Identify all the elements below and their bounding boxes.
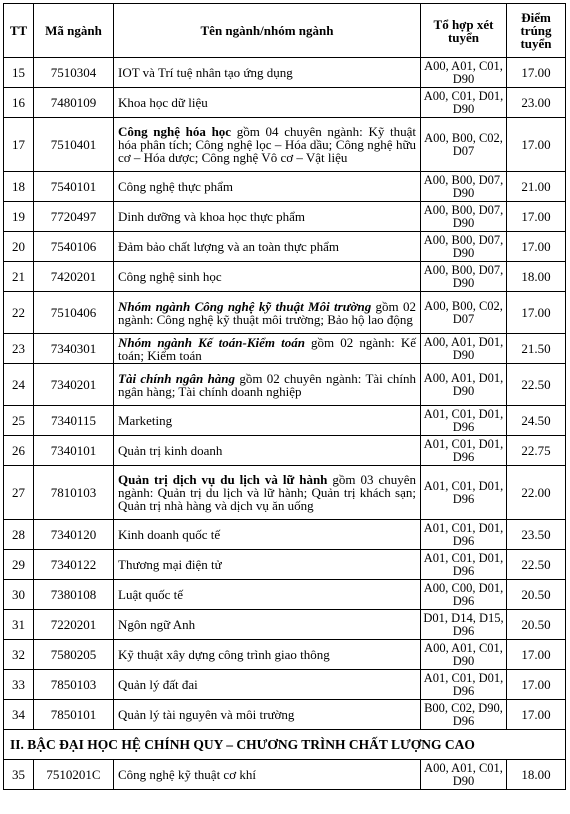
row-code: 7340201 [34, 364, 114, 406]
table-row [4, 172, 566, 202]
row-name [114, 334, 421, 364]
row-score: 17.00 [507, 118, 566, 172]
row-name-emphasis: Tài chính ngân hàng [118, 370, 236, 386]
row-code: 7420201 [34, 262, 114, 292]
row-code: 7510401 [34, 118, 114, 172]
row-name-text: gồm 03 chuyên ngành: Quản trị du lịch và lữ hành; Quản trị khách sạn; Quản trị nhà hàng và dịch vụ ăn uống [118, 472, 416, 513]
table-row [4, 550, 566, 580]
row-combo: A01, C01, D01, D96 [421, 406, 507, 436]
row-name [114, 364, 421, 406]
row-code: 7480109 [34, 88, 114, 118]
row-name-text: IOT và Trí tuệ nhân tạo ứng dụng [118, 65, 293, 80]
row-code: 7540106 [34, 232, 114, 262]
row-name-text: Khoa học dữ liệu [118, 95, 208, 110]
table-row [4, 334, 566, 364]
table-row [4, 700, 566, 730]
row-score: 17.00 [507, 640, 566, 670]
table-body-main [4, 58, 566, 730]
row-score: 22.50 [507, 364, 566, 406]
row-tt: 33 [4, 670, 34, 700]
row-name [114, 436, 421, 466]
row-name [114, 466, 421, 520]
table-row [4, 202, 566, 232]
row-score: 18.00 [507, 262, 566, 292]
row-name-text: Quản lý đất đai [118, 677, 198, 692]
row-name-text: Dinh dưỡng và khoa học thực phẩm [118, 209, 306, 224]
table-body-section [4, 730, 566, 760]
row-name [114, 670, 421, 700]
row-combo: D01, D14, D15, D96 [421, 610, 507, 640]
row-code: 7540101 [34, 172, 114, 202]
row-code: 7510406 [34, 292, 114, 334]
row-code: 7810103 [34, 466, 114, 520]
row-tt: 25 [4, 406, 34, 436]
row-name-text: Kỹ thuật xây dựng công trình giao thông [118, 647, 330, 662]
row-score: 17.00 [507, 58, 566, 88]
row-combo: A00, C01, D01, D90 [421, 88, 507, 118]
row-name-emphasis: Nhóm ngành Kế toán-Kiểm toán [118, 334, 305, 350]
table-row [4, 232, 566, 262]
table-row [4, 760, 566, 790]
row-code: 7580205 [34, 640, 114, 670]
row-tt: 18 [4, 172, 34, 202]
row-tt: 20 [4, 232, 34, 262]
row-name [114, 406, 421, 436]
row-code: 7850101 [34, 700, 114, 730]
row-score: 23.00 [507, 88, 566, 118]
row-name-text: Công nghệ sinh học [118, 269, 222, 284]
row-combo: A00, B00, D07, D90 [421, 202, 507, 232]
row-name-text: Quản trị kinh doanh [118, 443, 223, 458]
row-tt: 21 [4, 262, 34, 292]
row-tt: 23 [4, 334, 34, 364]
row-name-emphasis: Nhóm ngành Công nghệ kỹ thuật Môi trường [118, 298, 372, 314]
row-name [114, 292, 421, 334]
admission-table-container [3, 3, 566, 790]
row-combo: A00, C00, D01, D96 [421, 580, 507, 610]
row-name-emphasis: Quản trị dịch vụ du lịch và lữ hành [118, 472, 328, 487]
row-score: 17.00 [507, 202, 566, 232]
row-code: 7220201 [34, 610, 114, 640]
row-tt: 30 [4, 580, 34, 610]
section-row [4, 730, 566, 760]
row-tt: 17 [4, 118, 34, 172]
table-row [4, 58, 566, 88]
row-name-text: gồm 02 ngành: Công nghệ kỹ thuật môi trường; Bảo hộ lao động [118, 298, 416, 327]
table-body-high-quality [4, 760, 566, 790]
row-code: 7510201C [34, 760, 114, 790]
row-name [114, 232, 421, 262]
row-combo: A01, C01, D01, D96 [421, 670, 507, 700]
row-tt: 22 [4, 292, 34, 334]
row-tt: 32 [4, 640, 34, 670]
row-name [114, 580, 421, 610]
row-name-text: gồm 02 ngành: Kế toán; Kiểm toán [118, 334, 416, 363]
row-name-text: Thương mại điện tử [118, 557, 222, 572]
row-name-text: Quản lý tài nguyên và môi trường [118, 707, 295, 722]
row-score: 17.00 [507, 670, 566, 700]
row-name [114, 640, 421, 670]
row-score: 22.00 [507, 466, 566, 520]
row-name-text: Ngôn ngữ Anh [118, 617, 196, 632]
row-tt: 27 [4, 466, 34, 520]
table-row [4, 262, 566, 292]
row-combo: A00, A01, D01, D90 [421, 334, 507, 364]
row-tt: 26 [4, 436, 34, 466]
row-tt: 31 [4, 610, 34, 640]
row-tt: 24 [4, 364, 34, 406]
row-name [114, 202, 421, 232]
row-combo: A01, C01, D01, D96 [421, 520, 507, 550]
row-name [114, 118, 421, 172]
row-tt: 29 [4, 550, 34, 580]
row-name-text: gồm 02 chuyên ngành: Tài chính ngân hàng; Tài chính doanh nghiệp [118, 370, 416, 399]
row-combo: B00, C02, D90, D96 [421, 700, 507, 730]
header-tt: TT [4, 4, 34, 58]
row-name-text: Công nghệ thực phẩm [118, 179, 234, 194]
row-name [114, 610, 421, 640]
row-tt: 28 [4, 520, 34, 550]
row-combo: A00, B00, D07, D90 [421, 262, 507, 292]
table-row [4, 436, 566, 466]
row-name-text: Đảm bảo chất lượng và an toàn thực phẩm [118, 239, 339, 254]
table-row [4, 580, 566, 610]
table-row [4, 466, 566, 520]
row-name [114, 700, 421, 730]
row-name [114, 88, 421, 118]
row-code: 7380108 [34, 580, 114, 610]
row-score: 17.00 [507, 292, 566, 334]
row-score: 20.50 [507, 580, 566, 610]
row-score: 18.00 [507, 760, 566, 790]
row-code: 7340115 [34, 406, 114, 436]
row-tt: 16 [4, 88, 34, 118]
row-score: 17.00 [507, 232, 566, 262]
row-code: 7720497 [34, 202, 114, 232]
row-combo: A00, A01, D01, D90 [421, 364, 507, 406]
row-score: 21.00 [507, 172, 566, 202]
row-code: 7340122 [34, 550, 114, 580]
row-name [114, 58, 421, 88]
row-code: 7340301 [34, 334, 114, 364]
header-score: Điểm trúng tuyển [507, 4, 566, 58]
section-title: II. BẬC ĐẠI HỌC HỆ CHÍNH QUY – CHƯƠNG TRÌNH CHẤT LƯỢNG CAO [4, 730, 566, 760]
row-tt: 15 [4, 58, 34, 88]
row-score: 23.50 [507, 520, 566, 550]
row-combo: A00, B00, C02, D07 [421, 292, 507, 334]
table-row [4, 670, 566, 700]
row-name-text: gồm 04 chuyên ngành: Kỹ thuật hóa phân tích; Công nghệ lọc – Hóa dầu; Công nghệ hữu cơ – Hóa dược; Công nghệ Vô cơ – Vật liệu [118, 124, 416, 165]
table-row [4, 88, 566, 118]
row-combo: A00, A01, C01, D90 [421, 760, 507, 790]
row-name [114, 550, 421, 580]
row-name-text: Marketing [118, 413, 173, 428]
header-combo: Tổ hợp xét tuyển [421, 4, 507, 58]
header-name: Tên ngành/nhóm ngành [114, 4, 421, 58]
row-score: 22.50 [507, 550, 566, 580]
admission-score-table [3, 3, 566, 790]
row-name-text: Công nghệ kỹ thuật cơ khí [118, 767, 256, 782]
row-code: 7510304 [34, 58, 114, 88]
table-row [4, 118, 566, 172]
row-code: 7850103 [34, 670, 114, 700]
row-name [114, 172, 421, 202]
row-combo: A01, C01, D01, D96 [421, 550, 507, 580]
row-tt: 34 [4, 700, 34, 730]
table-header-row [4, 4, 566, 58]
row-combo: A00, B00, C02, D07 [421, 118, 507, 172]
row-score: 21.50 [507, 334, 566, 364]
row-combo: A00, B00, D07, D90 [421, 232, 507, 262]
row-name-emphasis: Công nghệ hóa học [118, 124, 232, 139]
row-name [114, 520, 421, 550]
row-code: 7340120 [34, 520, 114, 550]
table-row [4, 292, 566, 334]
row-combo: A01, C01, D01, D96 [421, 436, 507, 466]
row-name [114, 760, 421, 790]
table-row [4, 364, 566, 406]
row-combo: A00, A01, C01, D90 [421, 640, 507, 670]
table-row [4, 406, 566, 436]
row-score: 22.75 [507, 436, 566, 466]
row-score: 20.50 [507, 610, 566, 640]
row-name [114, 262, 421, 292]
row-name-text: Kinh doanh quốc tế [118, 527, 221, 542]
row-combo: A01, C01, D01, D96 [421, 466, 507, 520]
row-tt: 19 [4, 202, 34, 232]
row-score: 24.50 [507, 406, 566, 436]
table-row [4, 520, 566, 550]
row-score: 17.00 [507, 700, 566, 730]
row-combo: A00, A01, C01, D90 [421, 58, 507, 88]
table-row [4, 610, 566, 640]
table-row [4, 640, 566, 670]
row-tt: 35 [4, 760, 34, 790]
row-combo: A00, B00, D07, D90 [421, 172, 507, 202]
row-name-text: Luật quốc tế [118, 587, 183, 602]
row-code: 7340101 [34, 436, 114, 466]
header-code: Mã ngành [34, 4, 114, 58]
